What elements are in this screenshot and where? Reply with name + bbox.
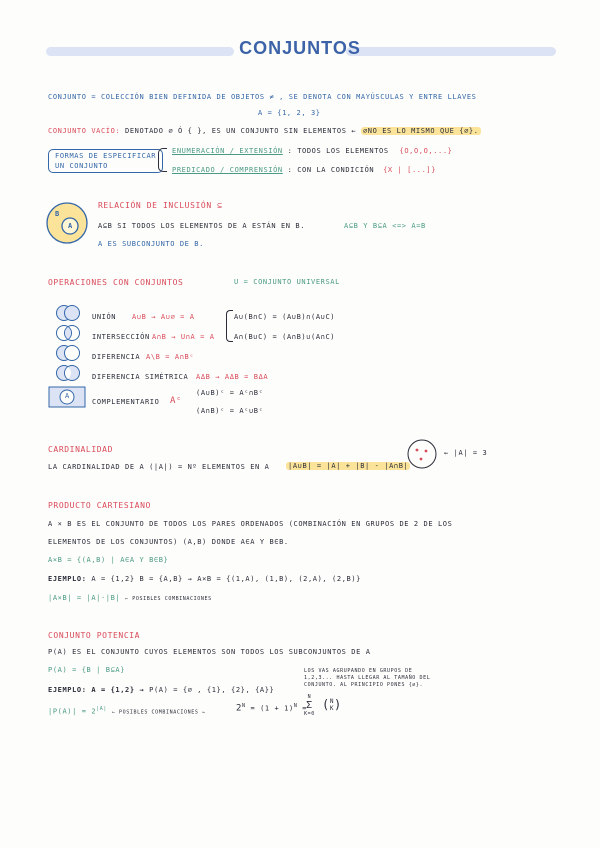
- operaciones-heading: OPERACIONES CON CONJUNTOS: [48, 278, 184, 287]
- formas-box-line2: UN CONJUNTO: [55, 162, 108, 170]
- formas-bracket: [158, 148, 167, 172]
- distributive-law-2: A∩(B∪C) = (A∩B)∪(A∩C): [234, 333, 336, 341]
- complement-symbol: Aᶜ: [170, 396, 183, 406]
- inclusion-line2: A ES SUBCONJUNTO DE B.: [98, 240, 204, 248]
- potencia-def: P(A) = {B | B⊆A}: [48, 666, 126, 674]
- complement-venn-a: A: [65, 392, 70, 400]
- symmetric-difference-venn-icon: [54, 364, 82, 382]
- complement-label: COMPLEMENTARIO: [92, 398, 160, 406]
- universal-set: U = CONJUNTO UNIVERSAL: [234, 278, 340, 286]
- vacio-text: DENOTADO ∅ Ó { }, ES UN CONJUNTO SIN ELEMENTOS ←: [125, 127, 357, 135]
- morgan-law-1: (A∪B)ᶜ = Aᶜ∩Bᶜ: [196, 389, 264, 397]
- formas-box-line1: FORMAS DE ESPECIFICAR: [55, 152, 157, 160]
- page-title: CONJUNTOS: [239, 38, 361, 58]
- producto-line1: A × B ES EL CONJUNTO DE TODOS LOS PARES ORDENADOS (COMBINACIÓN EN GRUPOS DE 2 DE LOS: [48, 520, 453, 528]
- morgan-law-2: (A∩B)ᶜ = Aᶜ∪Bᶜ: [196, 407, 264, 415]
- inclusion-venn-b: B: [55, 210, 60, 218]
- difference-label: DIFERENCIA: [92, 353, 141, 361]
- binomial-coef: ( N K ): [322, 697, 342, 712]
- enum-label: ENUMERACIÓN / EXTENSIÓN: [172, 147, 283, 155]
- producto-card: |A×B| = |A|·|B|: [48, 594, 121, 602]
- symmetric-difference-formula: AΔB → AΔB = BΔA: [196, 373, 269, 381]
- union-venn-icon: [54, 304, 82, 322]
- intersection-label: INTERSECCIÓN: [92, 333, 150, 341]
- enum-line: [172, 147, 452, 155]
- producto-card-line: [48, 594, 212, 602]
- inclusion-equality: A⊆B Y B⊆A <=> A=B: [344, 222, 426, 230]
- potencia-heading: CONJUNTO POTENCIA: [48, 631, 141, 640]
- pred-text: : CON LA CONDICIÓN: [287, 166, 375, 174]
- distributive-law-1: A∪(B∩C) = (A∪B)∩(A∪C): [234, 313, 336, 321]
- potencia-note: LOS VAS AGRUPANDO EN GRUPOS DE 1,2,3... HASTA LLEGAR AL TAMAÑO DEL CONJUNTO. AL PRINCIPIO PONES {∅}.: [304, 668, 431, 688]
- producto-ej-label: EJEMPLO:: [48, 575, 87, 583]
- cardinalidad-heading: CARDINALIDAD: [48, 445, 113, 454]
- pred-example: {X | [...]}: [383, 166, 437, 174]
- pred-line: [172, 166, 436, 174]
- binomial-sum: N Σ K=0: [304, 694, 315, 717]
- vacio-label: CONJUNTO VACÍO:: [48, 127, 121, 135]
- potencia-card-exp: |A|: [96, 706, 107, 712]
- enum-example: {O,O,O,...}: [399, 147, 453, 155]
- potencia-card-note: ← POSIBLES COMBINACIONES ←: [111, 709, 206, 716]
- cardinality-venn-icon: [406, 438, 438, 470]
- producto-heading: PRODUCTO CARTESIANO: [48, 501, 151, 510]
- pred-label: PREDICADO / COMPRENSIÓN: [172, 166, 283, 174]
- union-formula: A∪B → A∪∅ = A: [132, 313, 195, 321]
- distributive-brace: [226, 310, 233, 342]
- cardinalidad-note: ← |A| = 3: [444, 449, 488, 457]
- enum-text: : TODOS LOS ELEMENTOS: [287, 147, 389, 155]
- vacio-note: ∅NO ES LO MISMO QUE {∅}.: [362, 127, 479, 135]
- conjunto-example: A = {1, 2, 3}: [258, 109, 321, 117]
- inclusion-venn: [44, 200, 90, 246]
- intersection-venn-icon: [54, 324, 82, 342]
- potencia-card: |P(A)| = 2: [48, 707, 97, 716]
- producto-def: A×B = {(A,B) | A∈A Y B∈B}: [48, 556, 169, 564]
- intersection-formula: A∩B → U∩A = A: [152, 333, 215, 341]
- producto-example: [48, 575, 361, 583]
- difference-venn-icon: [54, 344, 82, 362]
- cardinalidad-text: LA CARDINALIDAD DE A (|A|) = Nº ELEMENTOS EN A: [48, 463, 270, 471]
- formas-box: [48, 149, 163, 173]
- potencia-example: EJEMPLO: A = {1,2} → P(A) = {∅ , {1}, {2}, {A}}: [48, 686, 275, 694]
- producto-ej-text: A = {1,2} B = {A,B} → A×B = {(1,A), (1,B), (2,A), (2,B)}: [91, 575, 361, 583]
- vacio-line: [48, 127, 481, 135]
- producto-line2: ELEMENTOS DE LOS CONJUNTOS) (A,B) DONDE A∈A Y B∈B.: [48, 538, 289, 546]
- symmetric-difference-label: DIFERENCIA SIMÉTRICA: [92, 373, 189, 381]
- producto-card-note: ← POSIBLES COMBINACIONES: [125, 596, 212, 602]
- potencia-ej-a: A = {1,2}: [91, 686, 135, 694]
- potencia-ej-label: EJEMPLO:: [48, 686, 87, 694]
- potencia-ej-p: P(A) = {∅ , {1}, {2}, {A}}: [149, 686, 275, 694]
- inclusion-venn-a: A: [68, 222, 73, 230]
- inclusion-line1: A⊆B SI TODOS LOS ELEMENTOS DE A ESTÁN EN B.: [98, 222, 306, 230]
- potencia-card-line: [48, 706, 206, 715]
- difference-formula: A\B = A∩Bᶜ: [146, 353, 195, 361]
- potencia-line1: P(A) ES EL CONJUNTO CUYOS ELEMENTOS SON TODOS LOS SUBCONJUNTOS DE A: [48, 648, 371, 656]
- cardinalidad-formula: |A∪B| = |A| + |B| - |A∩B|: [288, 462, 409, 470]
- binomial-formula: $2^N = (1 + 1)^N$ =: [236, 703, 308, 714]
- union-label: UNIÓN: [92, 313, 117, 321]
- conjunto-definition: CONJUNTO = COLECCIÓN BIEN DEFINIDA DE OBJETOS ≠ , SE DENOTA CON MAYÚSCULAS Y ENTRE LLAVES: [48, 93, 477, 101]
- inclusion-heading: RELACIÓN DE INCLUSIÓN ⊆: [98, 201, 223, 210]
